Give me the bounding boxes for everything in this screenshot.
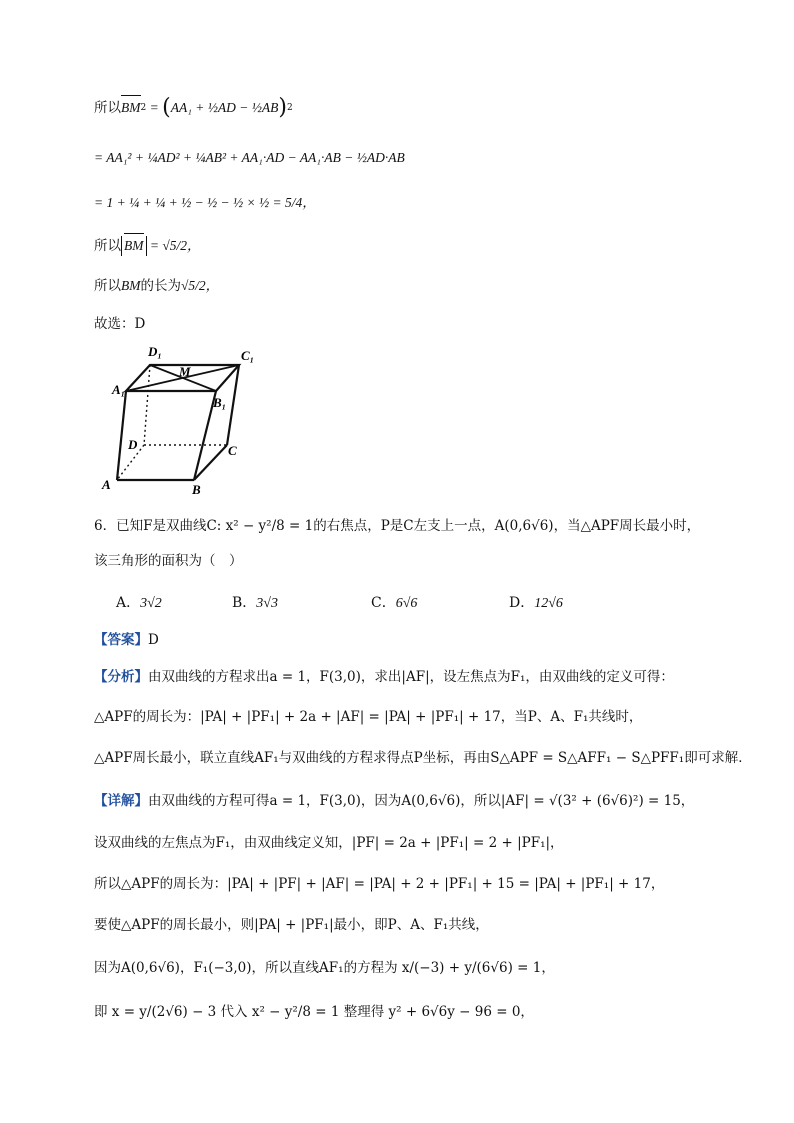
analysis-line-2 [94,707,642,727]
prev-l3: = 1 + ¼ + ¼ + ½ − ½ − ½ × ½ = 5/4， [94,195,316,210]
option-a [116,592,162,612]
option-d-value: 12√6 [534,596,563,611]
option-d-label: D． [509,595,535,611]
label-d1: D₁ [148,344,162,359]
prev-line-4: 所以 BM = √5/2， [94,238,201,254]
option-c-label: C． [371,595,396,611]
prev-line-2 [94,148,405,168]
question-stem-1: 已知F是双曲线C: x² − y²/8 = 1的右焦点，P是C左支上一点，A(0,6√6)，当△APF周长最小时， [116,518,701,534]
option-b [232,592,278,612]
label-b1: B₁ [213,395,227,410]
analysis-line-1 [94,667,674,687]
parallelepiped-figure [98,343,268,498]
label-c: C [228,443,237,458]
label-b: B [192,482,201,497]
detail-line-4 [94,915,489,935]
option-c [371,592,417,612]
analysis-l3: △APF周长最小，联立直线AF₁与双曲线的方程求得点P坐标，再由S△APF = S△AFF₁ − S△PFF₁即可求解． [94,750,752,766]
prev-l1-prefix: 所以 [94,100,121,116]
detail-l4: 要使△APF的周长最小，则|PA| + |PF₁|最小，即P、A、F₁共线， [94,917,489,933]
answer-line [94,630,159,650]
vector-bm: BM [121,98,141,118]
prev-l5-suffix: 的长为 [140,278,181,294]
detail-line-1 [94,791,694,811]
detail-l5: 因为A(0,6√6)，F₁(−3,0)，所以直线AF₁的方程为 x/(−3) + y/(6√6) = 1， [94,960,555,976]
prev-l4-value: √5/2， [162,238,201,253]
detail-line-3 [94,874,664,894]
prev-line-6 [94,314,145,334]
analysis-tag: 【分析】 [94,669,148,685]
question-line-2 [94,551,243,571]
label-a1: A₁ [112,382,126,397]
option-a-label: A． [116,595,141,611]
prev-l1-rhs: AA₁ + ½AD − ½AB [170,100,279,115]
detail-l1: 由双曲线的方程可得a = 1，F(3,0)，因为A(0,6√6)，所以|AF| = √(3² + (6√6)²) = 15， [148,793,695,809]
question-line-1 [94,516,700,536]
detail-tag: 【详解】 [94,793,148,809]
option-d [509,592,563,612]
prev-l4-prefix: 所以 [94,238,121,254]
detail-l6: 即 x = y/(2√6) − 3 代入 x² − y²/8 = 1 整理得 y² + 6√6y − 96 = 0， [94,1004,534,1020]
question-number: 6． [94,518,117,534]
analysis-l2: △APF的周长为：|PA| + |PF₁| + 2a + |AF| = |PA| + |PF₁| + 17，当P、A、F₁共线时， [94,709,643,725]
prev-l5-value: √5/2， [181,278,220,293]
prev-line-1: 所以 BM 2 = ( AA₁ + ½AD − ½AB ) 2 [94,95,293,120]
label-a: A [102,477,111,492]
prev-l6: 故选：D [94,316,146,332]
option-b-value: 3√3 [256,596,278,611]
label-m: M [179,364,191,379]
question-stem-2: 该三角形的面积为（ ） [94,553,243,569]
detail-line-2 [94,833,564,853]
prev-l2: = AA₁² + ¼AD² + ¼AB² + AA₁·AD − AA₁·AB − ½AD·AB [94,150,405,165]
edge-aa1 [117,391,126,480]
prev-l5-prefix: 所以 [94,278,121,294]
prev-line-3 [94,193,316,213]
prev-line-5 [94,276,219,296]
analysis-l1: 由双曲线的方程求出a = 1，F(3,0)，求出|AF|，设左焦点为F₁，由双曲线的定义可得： [148,669,674,685]
answer-tag: 【答案】 [94,632,148,648]
option-a-value: 3√2 [140,596,162,611]
detail-l3: 所以△APF的周长为：|PA| + |PF| + |AF| = |PA| + 2 + |PF₁| + 15 = |PA| + |PF₁| + 17， [94,876,665,892]
detail-line-5 [94,958,555,978]
analysis-line-3 [94,748,752,768]
answer-value: D [148,632,159,648]
option-b-label: B． [232,595,257,611]
detail-l2: 设双曲线的左焦点为F₁，由双曲线定义知，|PF| = 2a + |PF₁| = 2 + |PF₁|， [94,835,564,851]
label-c1: C₁ [241,348,255,363]
label-d: D [128,437,138,452]
vector-bm-abs: BM [124,236,144,256]
option-c-value: 6√6 [395,596,418,611]
edge-dd1 [144,365,150,445]
segment-bm: BM [121,278,141,293]
detail-line-6 [94,1002,534,1022]
